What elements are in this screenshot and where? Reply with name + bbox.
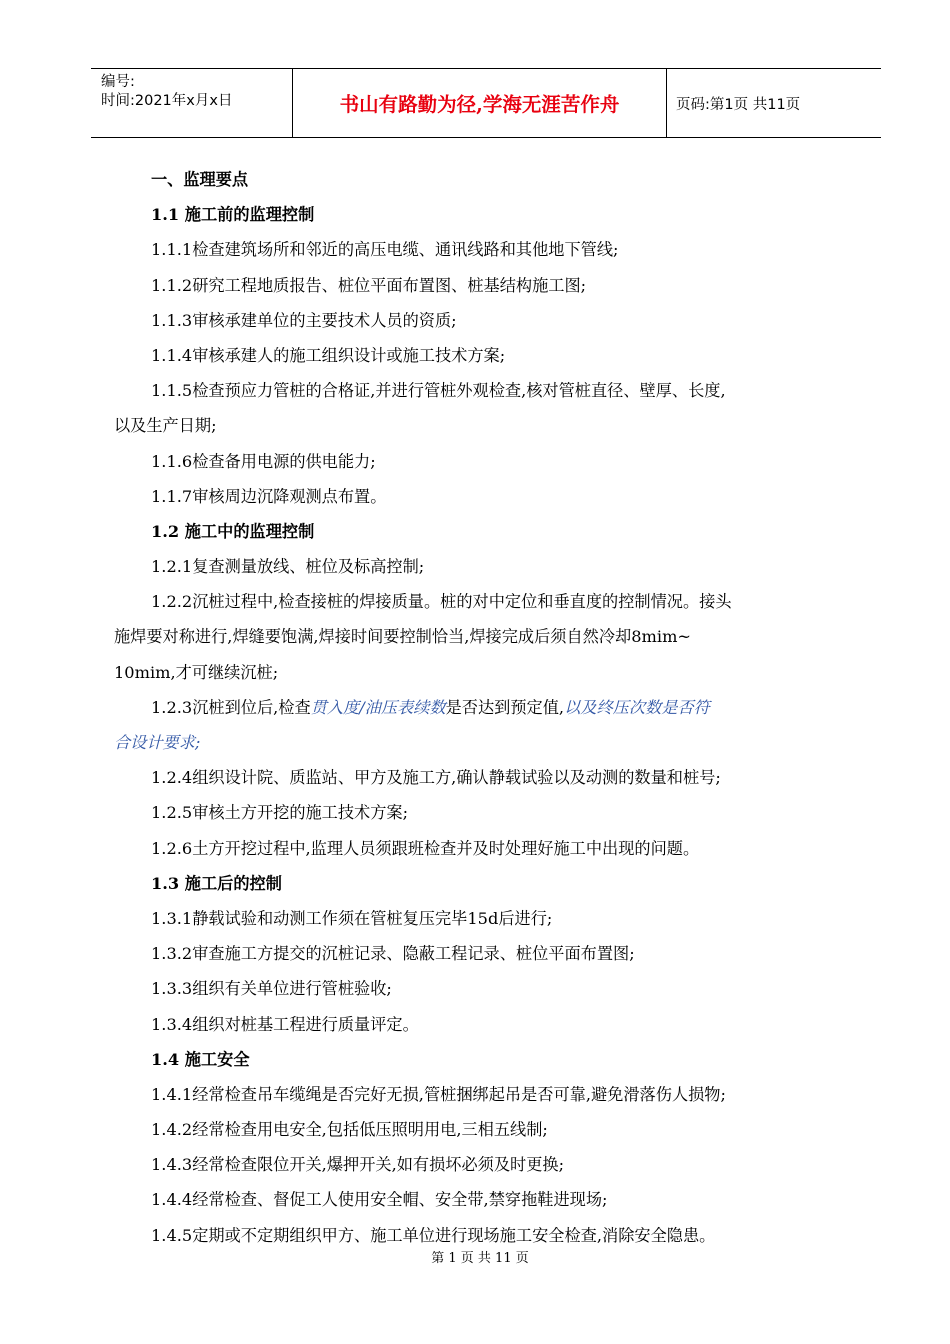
section-heading: 一、监理要点 (151, 170, 249, 189)
paragraph: 1.3.1静载试验和动测工作须在管桩复压完毕15d后进行; (151, 908, 553, 928)
paragraph: 1.2.4组织设计院、质监站、甲方及施工方,确认静载试验以及动测的数量和桩号; (151, 768, 721, 788)
paragraph: 1.1.1检查建筑场所和邻近的高压电缆、通讯线路和其他地下管线; (151, 240, 619, 260)
time-label: 时间:2021年x月x日 (101, 93, 233, 109)
highlighted-text: 以及终压次数是否符 (564, 697, 710, 717)
document-body (114, 165, 870, 1256)
paragraph: 1.4.1经常检查吊车缆绳是否完好无损,管桩捆绑起吊是否可靠,避免滑落伤人损物; (151, 1084, 726, 1104)
highlighted-text: 合设计要求; (114, 733, 201, 752)
paragraph: 1.2.6土方开挖过程中,监理人员须跟班检查并及时处理好施工中出现的问题。 (151, 838, 700, 858)
subsection-heading: 1.1 施工前的监理控制 (151, 205, 315, 225)
number-label: 编号: (101, 74, 135, 90)
paragraph: 1.3.4组织对桩基工程进行质量评定。 (151, 1014, 419, 1034)
paragraph: 1.1.4审核承建人的施工组织设计或施工技术方案; (151, 345, 506, 365)
paragraph: 1.1.2研究工程地质报告、桩位平面布置图、桩基结构施工图; (151, 275, 587, 295)
subsection-heading: 1.4 施工安全 (151, 1049, 250, 1069)
paragraph: 1.4.3经常检查限位开关,爆押开关,如有损坏必须及时更换; (151, 1155, 565, 1175)
paragraph-text: 1.2.3沉桩到位后,检查 (151, 697, 311, 717)
paragraph (114, 693, 870, 728)
paragraph: 1.1.3审核承建单位的主要技术人员的资质; (151, 310, 457, 330)
paragraph: 1.1.5检查预应力管桩的合格证,并进行管桩外观检查,核对管桩直径、壁厚、长度, (151, 381, 726, 401)
subsection-heading: 1.2 施工中的监理控制 (151, 521, 315, 541)
paragraph: 1.3.3组织有关单位进行管桩验收; (151, 979, 392, 999)
header-meta (101, 73, 232, 111)
paragraph: 1.2.5审核土方开挖的施工技术方案; (151, 803, 409, 823)
paragraph: 1.4.2经常检查用电安全,包括低压照明用电,三相五线制; (151, 1120, 548, 1140)
paragraph: 1.2.1复查测量放线、桩位及标高控制; (151, 557, 425, 577)
paragraph-text: 是否达到预定值, (445, 697, 565, 717)
header-page-label: 页码:第1页 共11页 (676, 96, 801, 113)
paragraph: 1.2.2沉桩过程中,检查接桩的焊接质量。桩的对中定位和垂直度的控制情况。接头 (151, 592, 732, 612)
paragraph-continuation: 以及生产日期; (114, 416, 217, 436)
page-header (91, 68, 881, 138)
highlighted-text: 贯入度/油压表续数 (310, 697, 446, 717)
paragraph: 1.4.5定期或不定期组织甲方、施工单位进行现场施工安全检查,消除安全隐患。 (151, 1225, 716, 1245)
paragraph: 1.1.7审核周边沉降观测点布置。 (151, 486, 387, 506)
subsection-heading: 1.3 施工后的控制 (151, 873, 282, 893)
paragraph: 1.4.4经常检查、督促工人使用安全帽、安全带,禁穿拖鞋进现场; (151, 1190, 608, 1210)
paragraph-continuation: 10mim,才可继续沉桩; (114, 662, 279, 682)
paragraph-continuation: 施焊要对称进行,焊缝要饱满,焊接时间要控制恰当,焊接完成后须自然冷却8mim~ (114, 627, 691, 647)
page-footer: 第 1 页 共 11 页 (431, 1251, 529, 1266)
paragraph: 1.3.2审查施工方提交的沉桩记录、隐蔽工程记录、桩位平面布置图; (151, 944, 635, 964)
paragraph: 1.1.6检查备用电源的供电能力; (151, 451, 376, 471)
header-motto: 书山有路勤为径,学海无涯苦作舟 (292, 69, 667, 137)
